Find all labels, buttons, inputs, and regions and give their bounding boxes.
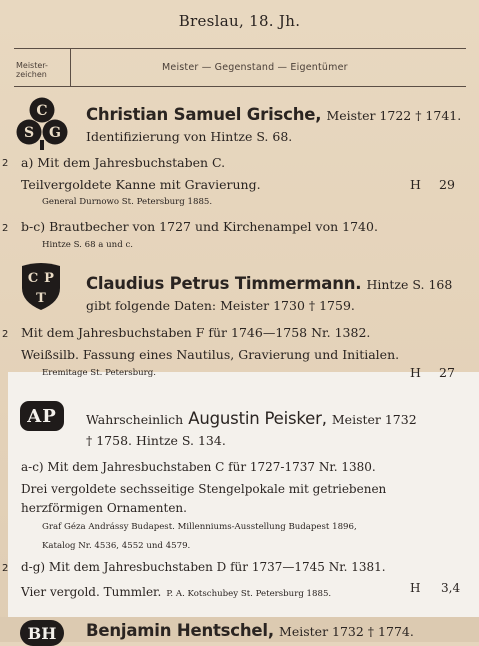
- grische-dates: Meister 1722 † 1741.: [326, 108, 462, 123]
- timmermann-mark-icon: [18, 262, 64, 312]
- timmermann-name: Claudius Petrus Timmermann.: [86, 274, 362, 293]
- peisker-description-1: Drei vergoldete sechsseitige Stengelpokale mit getriebenen: [21, 482, 387, 496]
- svg-text:S: S: [23, 125, 35, 141]
- timmermann-year-letter: Mit dem Jahresbuchstaben F für 1746—1758 Nr. 1382.: [21, 325, 371, 340]
- timmermann-margin-number: 2: [2, 329, 9, 340]
- peisker-owner-2: Katalog Nr. 4536, 4552 und 4579.: [42, 541, 191, 551]
- grische-bc-reference: Hintze S. 68 a und c.: [42, 240, 133, 250]
- svg-text:G: G: [49, 125, 61, 141]
- header-bottom-rule: [14, 86, 466, 87]
- peisker-probably: Wahrscheinlich: [86, 412, 184, 427]
- peisker-heading: [86, 409, 417, 428]
- peisker-dg-line: d-g) Mit dem Jahresbuchstaben D für 1737—1745 Nr. 1381.: [21, 560, 386, 574]
- svg-text:C: C: [36, 103, 48, 119]
- grische-name: Christian Samuel Grische,: [86, 105, 322, 124]
- peisker-last-item: [21, 581, 331, 600]
- column-divider: [70, 48, 71, 86]
- peisker-name: Augustin Peisker,: [188, 409, 327, 428]
- marks-column-label: Meister- zeichen: [16, 61, 48, 79]
- hentschel-dates: Meister 1732 † 1774.: [279, 624, 414, 639]
- svg-text:P: P: [44, 271, 54, 286]
- grische-heading: [86, 105, 461, 124]
- peisker-last-object: Vier vergold. Tummler.: [21, 585, 162, 599]
- peisker-description-2: herzförmigen Ornamenten.: [21, 501, 187, 515]
- header-top-rule: [14, 48, 466, 49]
- grische-a-margin-number: 2: [2, 158, 9, 169]
- timmermann-object: Weißsilb. Fassung eines Nautilus, Gravierung und Initialen.: [21, 347, 400, 362]
- svg-text:C: C: [27, 271, 39, 286]
- peisker-owner-1: Graf Géza Andrássy Budapest. Millenniums-Ausstellung Budapest 1896,: [42, 522, 357, 532]
- grische-a-owner: General Durnowo St. Petersburg 1885.: [42, 197, 213, 207]
- grische-bc-line: b-c) Brautbecher von 1727 und Kirchenampel von 1740.: [21, 219, 378, 234]
- hentschel-heading: [86, 621, 414, 640]
- grische-a-object: Teilvergoldete Kanne mit Gravierung.: [21, 177, 261, 192]
- grische-mark-icon: [15, 96, 69, 152]
- grische-a-number: 29: [439, 177, 455, 192]
- timmermann-heading: [86, 274, 452, 293]
- peisker-number: 3,4: [441, 581, 461, 595]
- peisker-death-reference: † 1758. Hintze S. 134.: [86, 433, 226, 448]
- hentschel-mark-icon: BH: [20, 620, 64, 646]
- grische-bc-margin-number: 2: [2, 223, 9, 234]
- peisker-ac-line: a-c) Mit dem Jahresbuchstaben C für 1727-1737 Nr. 1380.: [21, 460, 376, 474]
- peisker-mark-icon: AP: [20, 401, 64, 431]
- main-column-header: Meister — Gegenstand — Eigentümer: [162, 62, 348, 73]
- svg-text:T: T: [36, 291, 46, 306]
- peisker-dates: Meister 1732: [331, 412, 417, 427]
- timmermann-number: 27: [439, 365, 455, 380]
- peisker-grade: H: [410, 581, 421, 595]
- running-head: Breslau, 18. Jh.: [178, 12, 301, 30]
- grische-identification: Identifizierung von Hintze S. 68.: [86, 129, 293, 144]
- peisker-dg-margin-number: 2: [2, 563, 9, 574]
- peisker-last-owner: P. A. Kotschubey St. Petersburg 1885.: [166, 589, 332, 599]
- grische-a-grade: H: [410, 177, 421, 192]
- timmermann-reference: Hintze S. 168: [366, 277, 453, 292]
- timmermann-grade: H: [410, 365, 421, 380]
- timmermann-owner: Eremitage St. Petersburg.: [42, 368, 156, 378]
- grische-a-line: a) Mit dem Jahresbuchstaben C.: [21, 155, 226, 170]
- hentschel-name: Benjamin Hentschel,: [86, 621, 274, 640]
- timmermann-dates: gibt folgende Daten: Meister 1730 † 1759.: [86, 298, 355, 313]
